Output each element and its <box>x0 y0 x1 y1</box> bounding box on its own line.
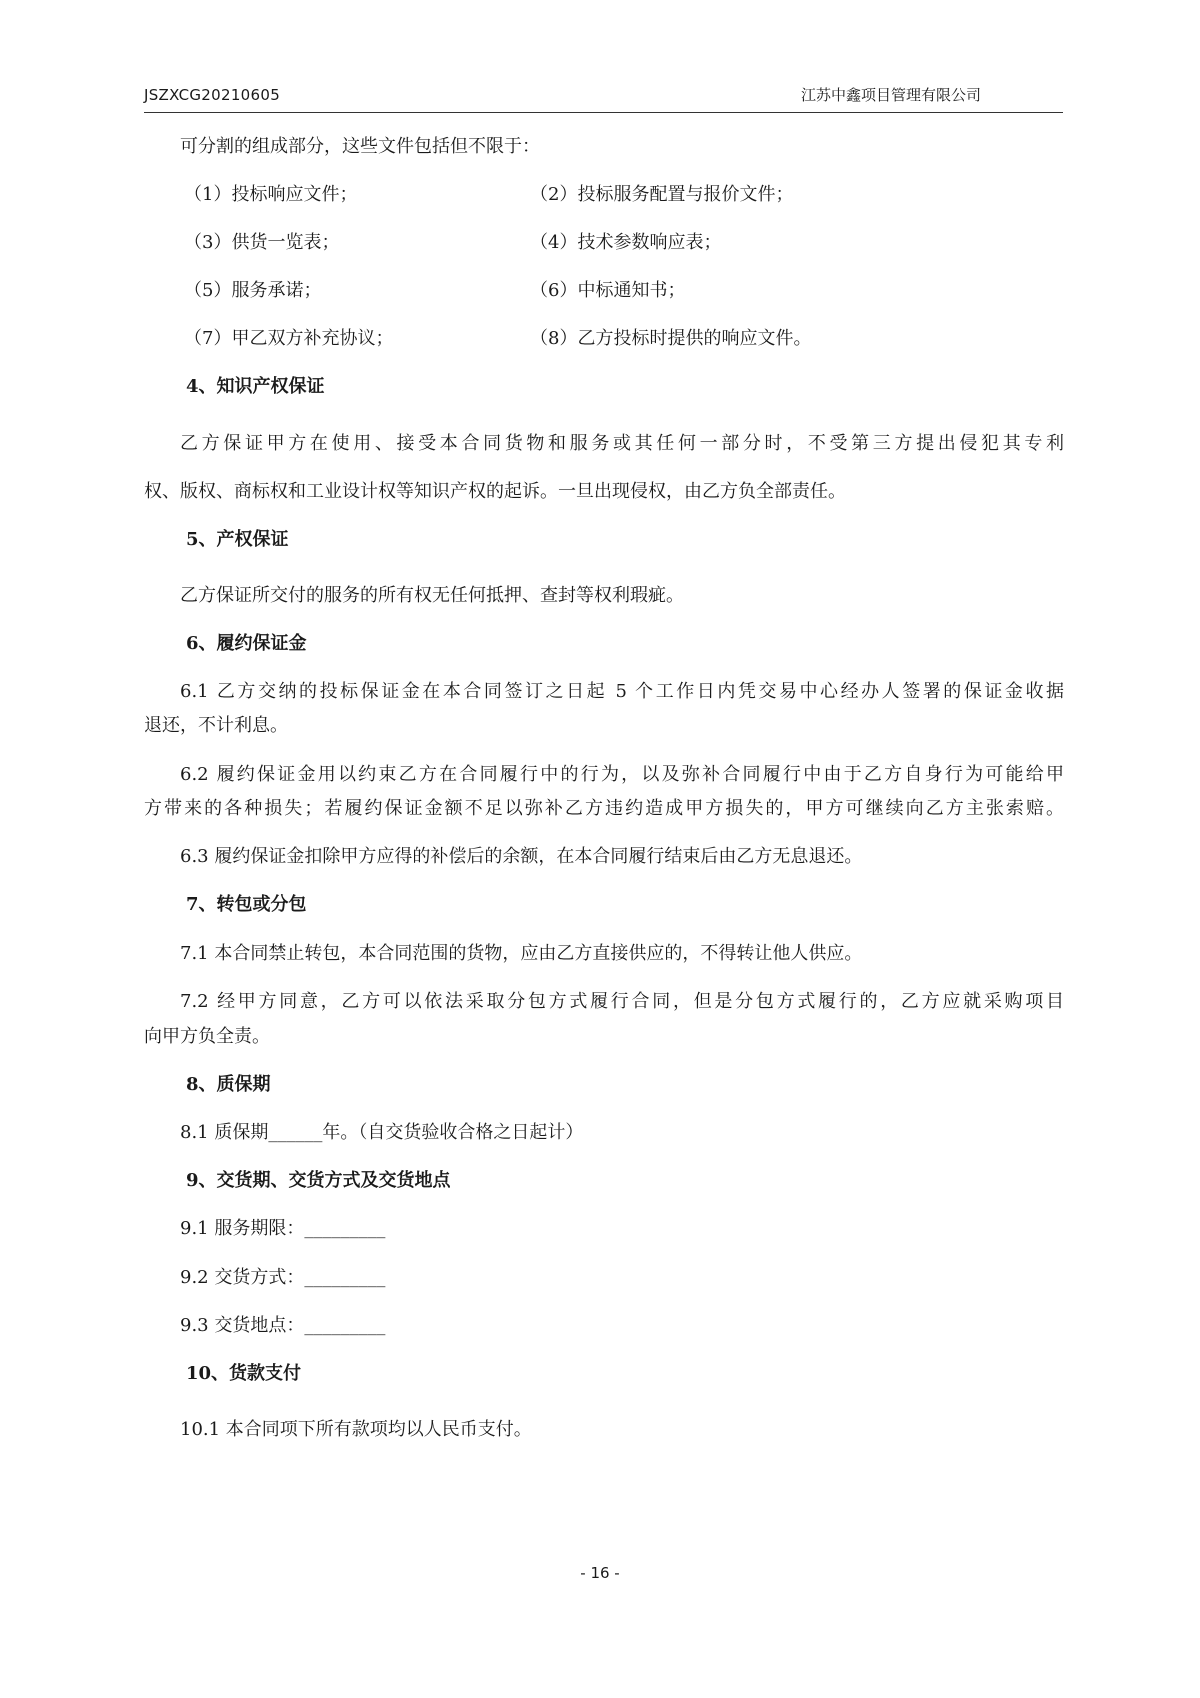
paragraph-line: 9.3 交货地点：_________ <box>180 1315 386 1336</box>
paragraph-line: 权、版权、商标权和工业设计权等知识产权的起诉。一旦出现侵权，由乙方负全部责任。 <box>144 481 846 502</box>
paragraph-line: 10.1 本合同项下所有款项均以人民币支付。 <box>180 1419 532 1440</box>
paragraph-line: 6.2 履约保证金用以约束乙方在合同履行中的行为，以及弥补合同履行中由于乙方自身行为可能给甲 <box>180 764 1064 785</box>
document-item: （8）乙方投标时提供的响应文件。 <box>530 328 812 349</box>
section-heading: 4、知识产权保证 <box>186 376 325 397</box>
paragraph-line: 7.1 本合同禁止转包，本合同范围的货物，应由乙方直接供应的，不得转让他人供应。 <box>180 943 863 964</box>
paragraph-line: 向甲方负全责。 <box>144 1026 270 1047</box>
page-number: - 16 - <box>580 1564 620 1582</box>
document-item: （5）服务承诺； <box>184 280 322 301</box>
section-heading: 6、履约保证金 <box>186 633 307 654</box>
paragraph-line: 8.1 质保期______年。（自交货验收合格之日起计） <box>180 1122 584 1143</box>
paragraph-line: 9.2 交货方式：_________ <box>180 1267 386 1288</box>
intro-text: 可分割的组成部分，这些文件包括但不限于： <box>180 136 540 157</box>
company-name: 江苏中鑫项目管理有限公司 <box>800 86 981 104</box>
document-item: （6）中标通知书； <box>530 280 686 301</box>
document-item: （2）投标服务配置与报价文件； <box>530 184 794 205</box>
paragraph-line: 6.3 履约保证金扣除甲方应得的补偿后的余额，在本合同履行结束后由乙方无息退还。 <box>180 846 863 867</box>
section-heading: 8、质保期 <box>186 1074 271 1095</box>
section-heading: 7、转包或分包 <box>186 894 307 915</box>
document-item: （7）甲乙双方补充协议； <box>184 328 394 349</box>
paragraph-line: 7.2 经甲方同意，乙方可以依法采取分包方式履行合同，但是分包方式履行的，乙方应就采购项目 <box>180 991 1064 1012</box>
paragraph-line: 6.1 乙方交纳的投标保证金在本合同签订之日起 5 个工作日内凭交易中心经办人签署的保证金收据 <box>180 681 1064 702</box>
document-code: JSZXCG20210605 <box>144 86 281 104</box>
paragraph-line: 方带来的各种损失；若履约保证金额不足以弥补乙方违约造成甲方损失的，甲方可继续向乙方主张索赔。 <box>144 798 1064 819</box>
page-header <box>144 86 1063 113</box>
document-item: （4）技术参数响应表； <box>530 232 722 253</box>
section-heading: 10、货款支付 <box>186 1363 302 1384</box>
paragraph-line: 退还，不计利息。 <box>144 715 288 736</box>
section-heading: 9、交货期、交货方式及交货地点 <box>186 1170 451 1191</box>
section-heading: 5、产权保证 <box>186 529 289 550</box>
paragraph-line: 9.1 服务期限：_________ <box>180 1218 386 1239</box>
document-item: （3）供货一览表； <box>184 232 340 253</box>
document-item: （1）投标响应文件； <box>184 184 358 205</box>
paragraph-line: 乙方保证甲方在使用、接受本合同货物和服务或其任何一部分时，不受第三方提出侵犯其专利 <box>180 433 1064 454</box>
paragraph-line: 乙方保证所交付的服务的所有权无任何抵押、查封等权利瑕疵。 <box>180 585 684 606</box>
